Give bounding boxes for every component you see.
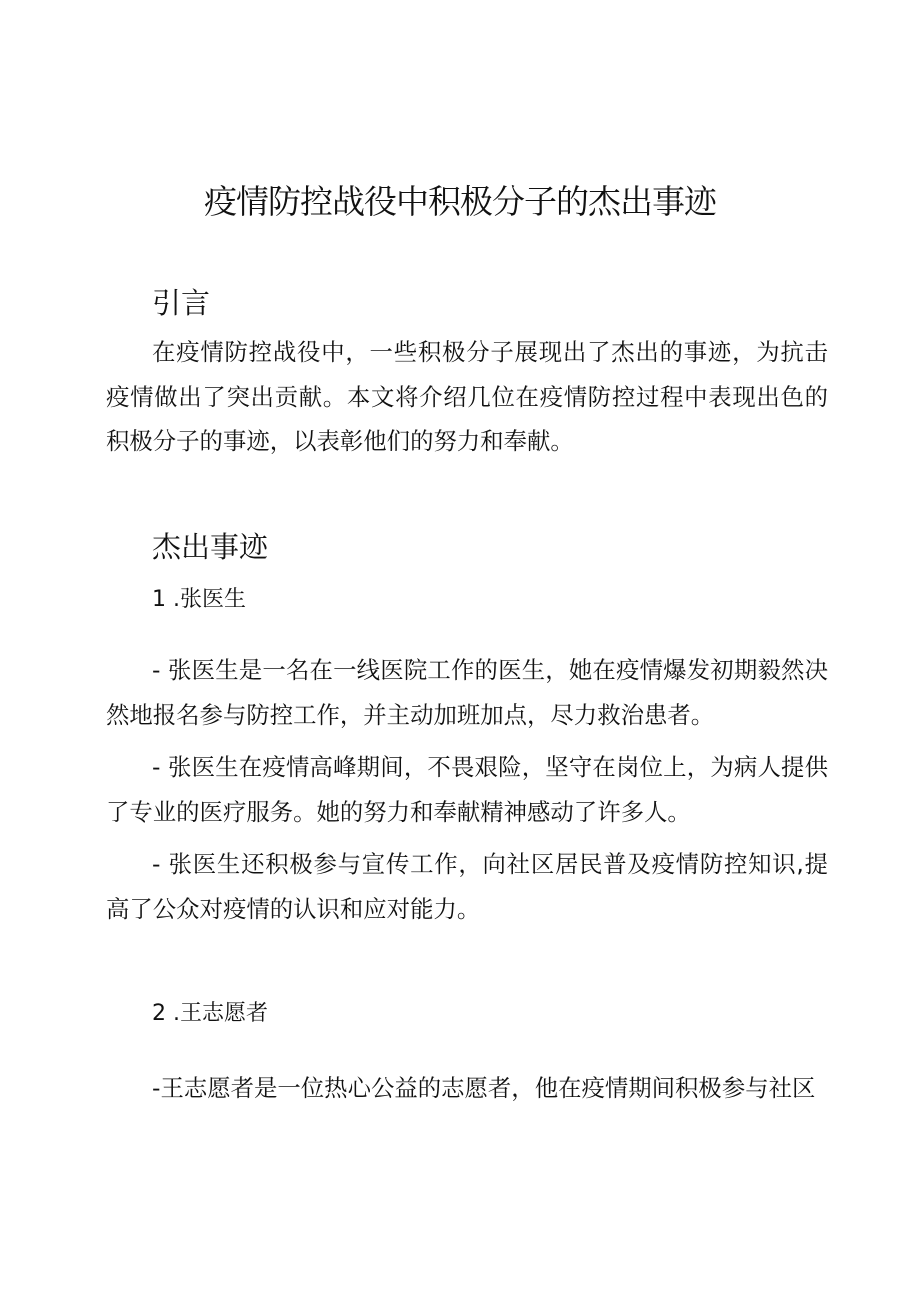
section-heading-achievements: 杰出事迹: [152, 530, 269, 564]
item-heading-volunteer-wang: 2 .王志愿者: [152, 1001, 268, 1026]
doctor-zhang-point-1: - 张医生是一名在一线医院工作的医生，她在疫情爆发初期毅然决然地报名参与防控工作，并主动加班加点，尽力救治患者。: [106, 656, 828, 729]
document-title: 疫情防控战役中积极分子的杰出事迹: [204, 182, 716, 221]
volunteer-wang-point-1: -王志愿者是一位热心公益的志愿者，他在疫情期间积极参与社区: [152, 1074, 816, 1102]
doctor-zhang-point-2: - 张医生在疫情高峰期间，不畏艰险，坚守在岗位上，为病人提供了专业的医疗服务。她的努力和奉献精神感动了许多人。: [106, 753, 828, 826]
doctor-zhang-point-3: - 张医生还积极参与宣传工作，向社区居民普及疫情防控知识,提高了公众对疫情的认识和应对能力。: [106, 850, 828, 923]
item-heading-doctor-zhang: 1 .张医生: [152, 587, 246, 612]
section-heading-introduction: 引言: [152, 286, 211, 320]
introduction-paragraph: 在疫情防控战役中，一些积极分子展现出了杰出的事迹，为抗击疫情做出了突出贡献。本文将介绍几位在疫情防控过程中表现出色的积极分子的事迹，以表彰他们的努力和奉献。: [106, 338, 828, 455]
